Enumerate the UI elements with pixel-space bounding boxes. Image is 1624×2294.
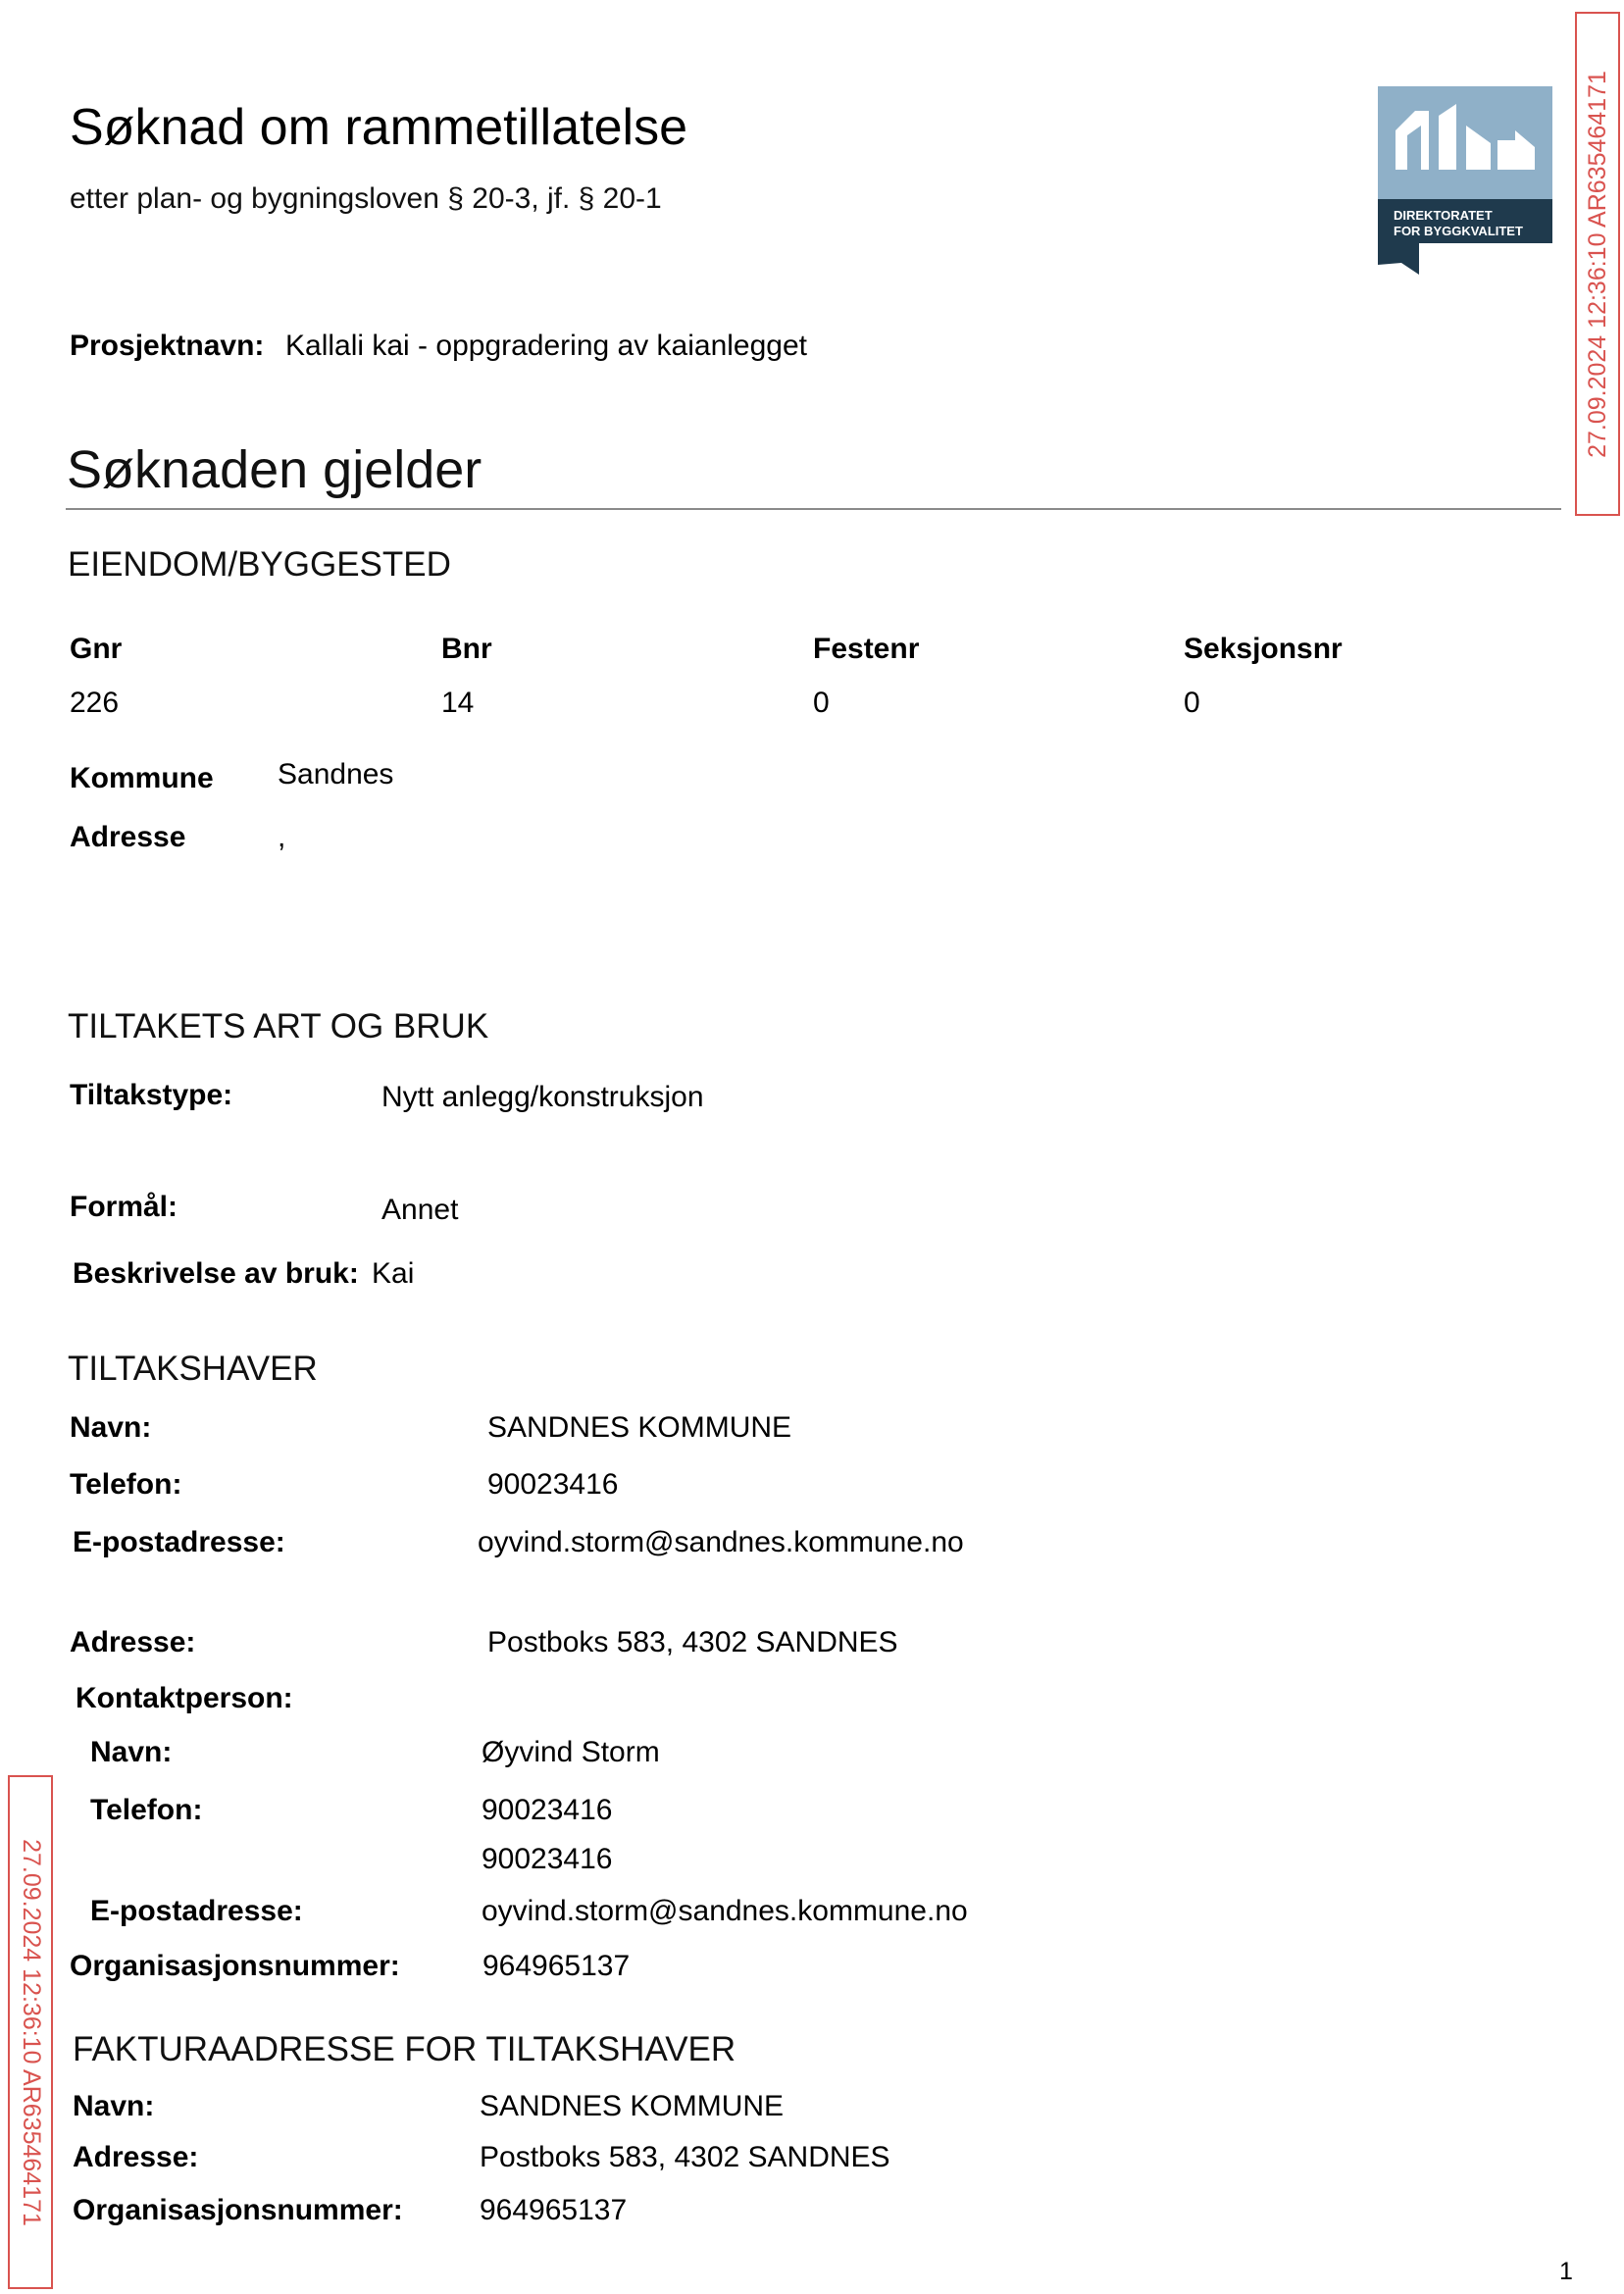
adresse-value: , [278,821,286,853]
tiltakshaver-telefon-value: 90023416 [487,1468,619,1501]
section-heading-tiltak: TILTAKETS ART OG BRUK [68,1007,489,1045]
faktura-orgnr-label: Organisasjonsnummer: [73,2194,403,2226]
bnr-label: Bnr [441,633,492,665]
bruk-value: Kai [372,1257,415,1290]
stamp-text: 27.09.2024 12:36:10 AR635464171 [17,1838,45,2226]
festenr-value: 0 [813,687,830,719]
bruk-label: Beskrivelse av bruk: [73,1257,359,1290]
formal-value: Annet [381,1194,459,1226]
kontakt-epost-label: E-postadresse: [90,1895,303,1927]
main-heading: Søknaden gjelder [67,440,482,499]
orgnr-label: Organisasjonsnummer: [70,1950,400,1982]
timestamp-stamp-bottom [8,1775,53,2289]
kontakt-telefon-value: 90023416 [482,1794,613,1826]
logo-text-line2: FOR BYGGKVALITET [1394,224,1523,238]
faktura-navn-value: SANDNES KOMMUNE [480,2090,785,2122]
tiltakshaver-epost-value: oyvind.storm@sandnes.kommune.no [478,1526,964,1558]
kontakt-telefon-value-2: 90023416 [482,1843,613,1875]
tiltakshaver-adresse-value: Postboks 583, 4302 SANDNES [487,1626,898,1658]
faktura-adresse-value: Postboks 583, 4302 SANDNES [480,2141,890,2173]
kommune-value: Sandnes [278,758,394,790]
stamp-text: 27.09.2024 12:36:10 AR635464171 [1583,70,1611,458]
section-heading-eiendom: EIENDOM/BYGGESTED [68,545,451,584]
faktura-adresse-label: Adresse: [73,2141,199,2173]
tiltakstype-label: Tiltakstype: [70,1079,233,1111]
page-title: Søknad om rammetillatelse [70,99,687,156]
tiltakshaver-navn-label: Navn: [70,1411,152,1444]
tiltakstype-value: Nytt anlegg/konstruksjon [381,1081,704,1113]
orgnr-value: 964965137 [482,1950,631,1982]
tiltakshaver-epost-label: E-postadresse: [73,1526,285,1558]
dibk-logo [1378,86,1552,275]
page-number: 1 [1559,2258,1573,2285]
page-subtitle: etter plan- og bygningsloven § 20-3, jf. § 20-1 [70,182,662,215]
faktura-orgnr-value: 964965137 [480,2194,628,2226]
tiltakshaver-telefon-label: Telefon: [70,1468,182,1501]
section-heading-tiltakshaver: TILTAKSHAVER [68,1350,318,1388]
festenr-label: Festenr [813,633,920,665]
seksjonsnr-value: 0 [1184,687,1200,719]
tiltakshaver-navn-value: SANDNES KOMMUNE [487,1411,792,1444]
bnr-value: 14 [441,687,475,719]
gnr-value: 226 [70,687,120,719]
kontakt-navn-label: Navn: [90,1736,173,1768]
seksjonsnr-label: Seksjonsnr [1184,633,1343,665]
kontaktperson-label: Kontaktperson: [76,1682,293,1714]
gnr-label: Gnr [70,633,123,665]
logo-text-line1: DIREKTORATET [1394,208,1493,223]
heading-divider [66,508,1561,510]
timestamp-stamp-top [1575,12,1620,516]
project-value: Kallali kai - oppgradering av kaianlegget [285,330,808,362]
kontakt-epost-value: oyvind.storm@sandnes.kommune.no [482,1895,968,1927]
tiltakshaver-adresse-label: Adresse: [70,1626,196,1658]
kontakt-telefon-label: Telefon: [90,1794,203,1826]
formal-label: Formål: [70,1191,178,1223]
faktura-navn-label: Navn: [73,2090,155,2122]
adresse-label: Adresse [70,821,186,853]
kommune-label: Kommune [70,762,214,794]
project-label: Prosjektnavn: [70,330,265,362]
section-heading-faktura: FAKTURAADRESSE FOR TILTAKSHAVER [73,2030,736,2068]
kontakt-navn-value: Øyvind Storm [482,1736,660,1768]
